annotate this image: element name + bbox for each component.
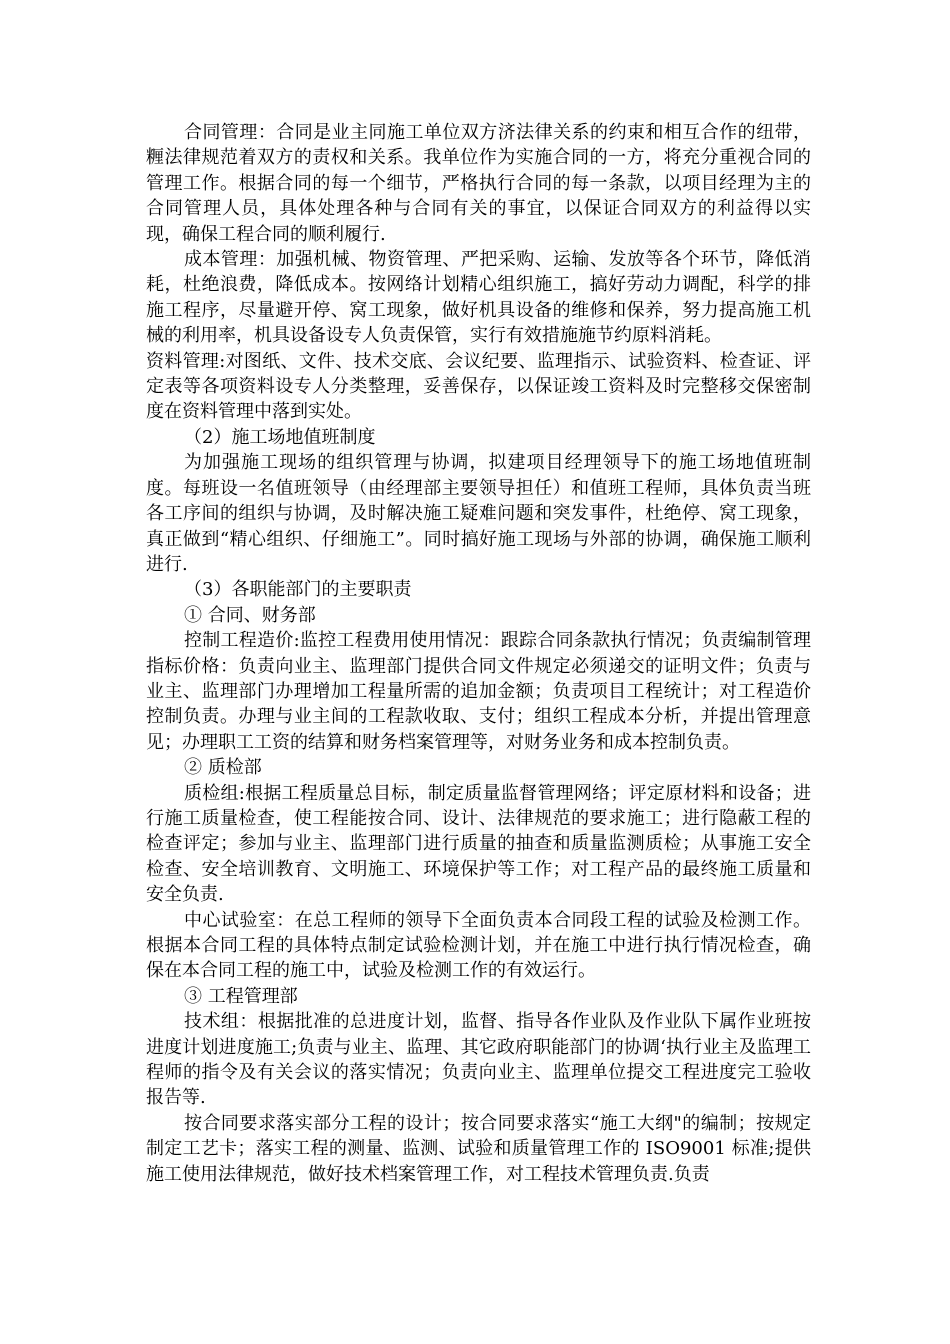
section-heading-duty-system: （2）施工场地值班制度 — [184, 426, 376, 448]
paragraph-contract-management: 合同管理：合同是业主同施工单位双方济法律关系的约束和相互合作的纽带，糎法律规范着双方的责权和关系。我单位作为实施合同的一方，将充分重视合同的管理工作。根据合同的每一个细节，严格执行合同的每一条款，以项目经理为主的合同管理人员，具体处理各种与合同有关的事宜，以保证合同双方的利益得以实现，确保工程合同的顺利履行. — [146, 122, 811, 245]
paragraph-document-management: 资料管理:对图纸、文件、技术交底、会议纪要、监理指示、试验资料、检查证、评定表等各项资料设专人分类整理，妥善保存，以保证竣工资料及时完整移交保密制度在资料管理中落到实处。 — [146, 350, 811, 423]
subsection-heading-quality-inspection: ② 质检部 — [184, 757, 262, 779]
document-page — [146, 120, 811, 1187]
subsection-heading-contract-finance: ① 合同、财务部 — [184, 604, 316, 626]
section-heading-department-duties: （3）各职能部门的主要职责 — [184, 579, 412, 601]
paragraph-central-lab: 中心试验室：在总工程师的领导下全面负责本合同段工程的试验及检测工作。根据本合同工程的具体特点制定试验检测计划，并在施工中进行执行情况检查，确保在本合同工程的施工中，试验及检测工作的有效运行。 — [146, 909, 811, 982]
paragraph-technical-group: 技术组：根据批准的总进度计划，监督、指导各作业队及作业队下属作业班按进度计划进度施工;负责与业主、监理、其它政府职能部门的协调‘执行业主及监理工程师的指令及有关会议的落实情况；负责向业主、监理单位提交工程进度完工验收报告等. — [146, 1011, 811, 1109]
paragraph-duty-system: 为加强施工现场的组织管理与协调，拟建项目经理领导下的施工场地值班制度。每班设一名值班领导（由经理部主要领导担任）和值班工程师，具体负责当班各工序间的组织与协调，及时解决施工疑难问题和突发事件，杜绝停、窝工现象，真正做到“精心组织、仔细施工”。同时搞好施工现场与外部的协调，确保施工顺利进行. — [146, 452, 811, 575]
subsection-heading-engineering-management: ③ 工程管理部 — [184, 985, 298, 1007]
paragraph-cost-management: 成本管理：加强机械、物资管理、严把采购、运输、发放等各个环节，降低消耗，杜绝浪费，降低成本。按网络计划精心组织施工，搞好劳动力调配，科学的排施工程序，尽量避开停、窝工现象，做好机具设备的维修和保养，努力提高施工机械的利用率，机具设备设专人负责保管，实行有效措施施节约原料消耗。 — [146, 249, 811, 347]
paragraph-design-requirements: 按合同要求落实部分工程的设计；按合同要求落实“施工大纲"的编制；按规定制定工艺卡；落实工程的测量、监测、试验和质量管理工作的 ISO9001 标准;提供施工使用法律规范，做好技术档案管理工作，对工程技术管理负责.负责 — [146, 1112, 811, 1185]
paragraph-cost-control: 控制工程造价:监控工程费用使用情况：跟踪合同条款执行情况；负责编制管理指标价格：负责向业主、监理部门提供合同文件规定必须递交的证明文件；负责与业主、监理部门办理增加工程量所需的追加金额；负责项目工程统计；对工程造价控制负责。办理与业主间的工程款收取、支付；组织工程成本分析，并提出管理意见；办理职工工资的结算和财务档案管理等，对财务业务和成本控制负责。 — [146, 630, 811, 753]
paragraph-quality-group: 质检组:根据工程质量总目标，制定质量监督管理网络；评定原材料和设备；进行施工质量检查，使工程能按合同、设计、法律规范的要求施工；进行隐蔽工程的检查评定；参加与业主、监理部门进行质量的抽查和质量监测质检；从事施工安全检查、安全培训教育、文明施工、环境保护等工作；对工程产品的最终施工质量和安全负责. — [146, 782, 811, 906]
